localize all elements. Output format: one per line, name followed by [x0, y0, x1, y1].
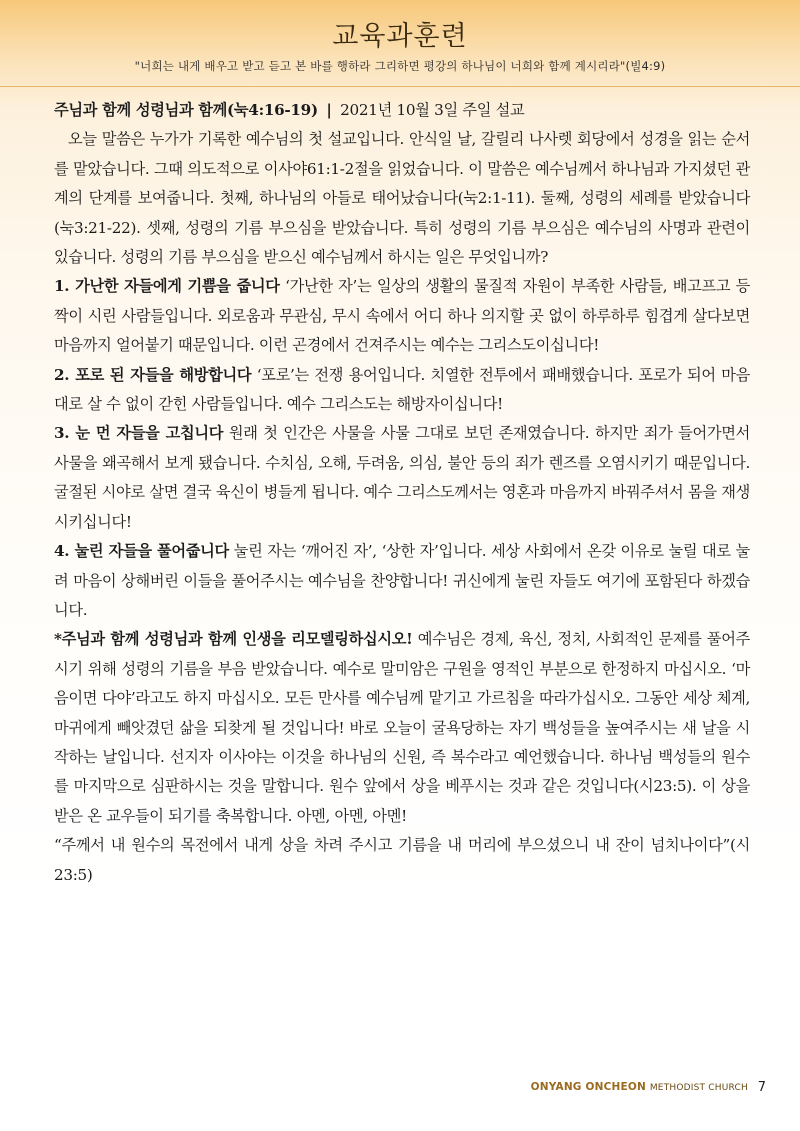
point-3-body: 원래 첫 인간은 사물을 사물 그대로 보던 존재였습니다. 하지만 죄가 들어가면서 사물을 왜곡해서 보게 됐습니다. 수치심, 오해, 두려움, 의심, 불안 등의 죄가 렌즈를 오염시키기 때문입니다. 굴절된 시야로 살면 결국 육신이 병들게 됩니다. 예수 그리스도께서는 영혼과 마음까지 바꿔주셔서 몸을 재생시키십니다!	[54, 424, 751, 531]
conclusion-heading: *주님과 함께 성령님과 함께 인생을 리모델링하십시오!	[54, 630, 413, 649]
point-3-heading: 3. 눈 먼 자들을 고칩니다	[54, 424, 224, 443]
page-header	[0, 0, 800, 87]
conclusion	[54, 625, 750, 831]
point-4-body: 눌린 자는 ‘깨어진 자’, ‘상한 자’입니다. 세상 사회에서 온갖 이유로 눌릴 대로 눌려 마음이 상해버린 이들을 풀어주시는 예수님을 찬양합니다! 귀신에게 눌린 자들도 여기에 포함된다 하겠습니다.	[54, 542, 750, 619]
point-2-heading: 2. 포로 된 자들을 해방합니다	[54, 365, 252, 384]
sermon-body	[54, 96, 750, 890]
church-name: ONYANG ONCHEON	[530, 1081, 646, 1093]
closing-quote: “주께서 내 원수의 목전에서 내게 상을 차려 주시고 기름을 내 머리에 부으셨으니 내 잔이 넘치나이다”(시23:5)	[54, 836, 750, 884]
page-number: 7	[757, 1080, 766, 1095]
sermon-heading-line	[54, 96, 750, 125]
sermon-date: 2021년 10월 3일 주일 설교	[340, 101, 525, 119]
conclusion-body: 예수님은 경제, 육신, 정치, 사회적인 문제를 풀어주시기 위해 성령의 기름을 부음 받았습니다. 예수로 말미암은 구원을 영적인 부분으로 한정하지 마십시오. ‘마음이면 다야’라고도 하지 마십시오. 모든 만사를 예수님께 맡기고 가르침을 따라가십시오. 그동안 세상 체계, 마귀에게 빼앗겼던 삶을 되찾게 될 것입니다! 바로 오늘이 굴욕당하는 자기 백성들을 높여주시는 새 날을 시작하는 날입니다. 선지자 이사야는 이것을 하나님의 신원, 즉 복수라고 예언했습니다. 하나님 백성들의 원수를 마지막으로 심판하시는 것을 말합니다. 원수 앞에서 상을 베푸시는 것과 같은 것입니다(시23:5). 이 상을 받은 온 교우들이 되기를 축복합니다. 아멘, 아멘, 아멘!	[54, 630, 750, 825]
point-1-body: ‘가난한 자’는 일상의 생활의 물질적 자원이 부족한 사람들, 배고프고 등짝이 시린 사람들입니다. 외로움과 무관심, 무시 속에서 어디 하나 의지할 곳 없이 하루하루 힘겹게 살다보면 마음까지 얼어붙기 때문입니다. 이런 곤경에서 건져주시는 예수는 그리스도이십니다!	[54, 277, 750, 355]
point-3	[54, 419, 750, 537]
church-logo-text	[531, 1081, 748, 1093]
point-1	[54, 272, 750, 360]
point-4-heading: 4. 눌린 자들을 풀어줍니다	[54, 542, 229, 561]
sermon-intro: 오늘 말씀은 누가가 기록한 예수님의 첫 설교입니다. 안식일 날, 갈릴리 나사렛 회당에서 성경을 읽는 순서를 맡았습니다. 그때 의도적으로 이사야61:1-2절을 읽었습니다. 이 말씀은 예수님께서 하나님과 가지셨던 관계의 단계를 보여줍니다. 첫째, 하나님의 아들로 태어났습니다(눅2:1-11). 둘째, 성령의 세례를 받았습니다(눅3:21-22). 셋째, 성령의 기름 부으심을 받았습니다. 특히 성령의 기름 부으심은 예수님의 사명과 관련이 있습니다. 성령의 기름 부으심을 받으신 예수님께서 하시는 일은 무엇입니까?	[54, 130, 750, 267]
point-2-body: ‘포로’는 전쟁 용어입니다. 치열한 전투에서 패배했습니다. 포로가 되어 마음대로 살 수 없이 갇힌 사람들입니다. 예수 그리스도는 해방자이십니다!	[54, 365, 750, 414]
sermon-title: 주님과 함께 성령님과 함께(눅4:16-19)	[54, 101, 318, 119]
point-4	[54, 537, 750, 625]
header-verse: "너희는 내게 배우고 받고 듣고 본 바를 행하라 그리하면 평강의 하나님이 너희와 함께 계시리라"(빌4:9)	[134, 59, 666, 73]
point-1-heading: 1. 가난한 자들에게 기쁨을 줍니다	[54, 277, 280, 296]
point-2	[54, 361, 750, 420]
title-separator: |	[326, 101, 332, 119]
church-subname: METHODIST CHURCH	[649, 1083, 748, 1093]
section-title: 교육과훈련	[332, 21, 468, 52]
